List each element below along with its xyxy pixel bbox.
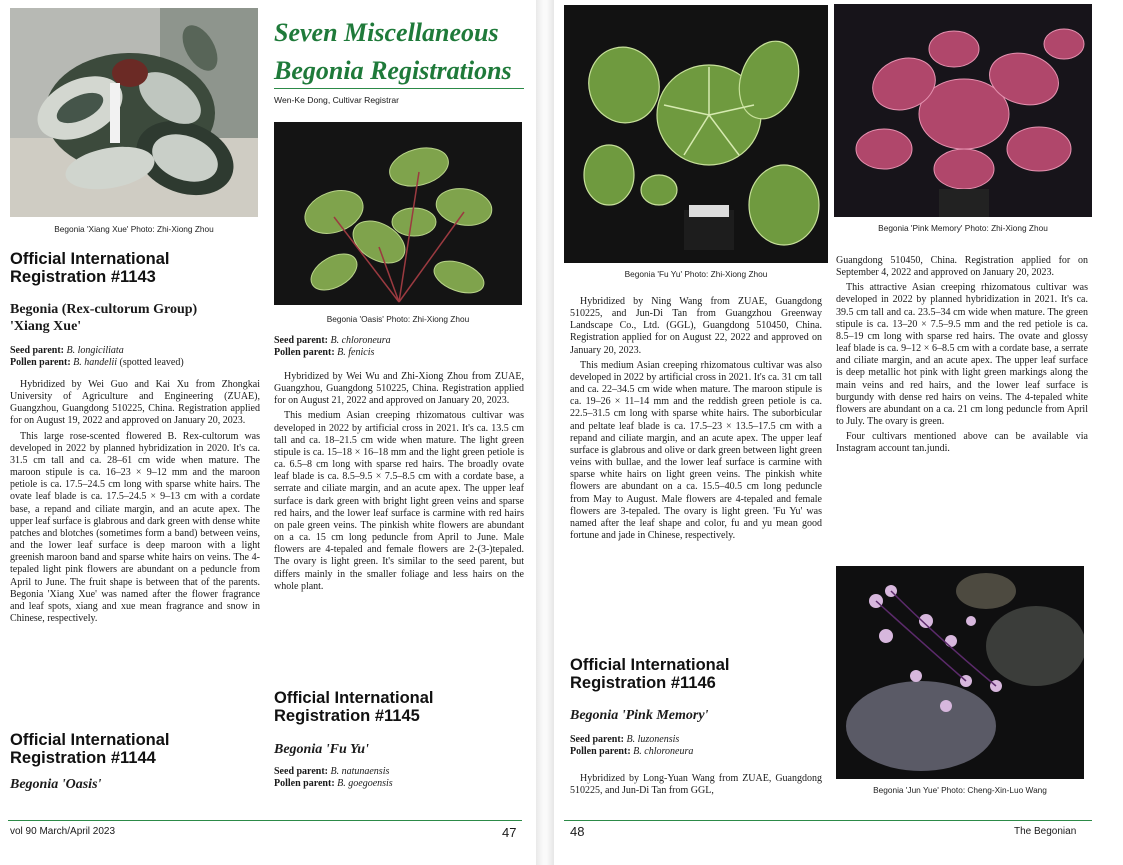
cultivar-line1: Begonia (Rex-cultorum Group) — [10, 302, 198, 317]
heading-line2: Registration #1146 — [570, 674, 716, 692]
pollen-label: Pollen parent: — [274, 347, 338, 358]
body-1146-cont — [836, 255, 1088, 459]
page-number: 48 — [570, 824, 585, 839]
footer-issue: vol 90 March/April 2023 — [10, 826, 116, 837]
parents-1146 — [570, 734, 822, 758]
paragraph: This large rose-scented flowered B. Rex-cultorum was developed in 2022 by planned hybridization in 2020. It's ca. 31.5 cm tall and ca. 28–61 cm wide when mature. The maroon stipule is ca. 16–23 × 9–12 mm and the maroon petiole is ca. 17.5–24.5 cm long with sparse white hairs. The ovate leaf blade is ca. 17.5–24.5 × 9–13 cm with a cordate base, a repand and ciliate margin, and an acute apex. The upper leaf surface is glabrous and dark green with dense white patches and blotches (sometimes form a band) between veins, and the lower leaf surface is deep maroon with a light greenish maroon band and sparse white hairs on veins. The 4-tepaled light pink flowers are abundant on a peduncle from April to June. The fruit shape is between that of the parents. Begonia 'Xiang Xue' was named after the flower fragrance and leaf spots, xiang and xue mean fragrance and snow in Chinese, respectively. — [10, 430, 260, 624]
caption-pink-memory: Begonia 'Pink Memory' Photo: Zhi-Xiong Zhou — [878, 223, 1048, 233]
parents-1145 — [274, 766, 524, 790]
cultivar-name-pink-memory: Begonia 'Pink Memory' — [570, 708, 709, 723]
byline: Wen-Ke Dong, Cultivar Registrar — [274, 95, 399, 105]
body-1144 — [274, 371, 524, 596]
caption-oasis: Begonia 'Oasis' Photo: Zhi-Xiong Zhou — [326, 314, 470, 324]
pollen-label: Pollen parent: — [570, 746, 634, 757]
paragraph: Hybridized by Wei Wu and Zhi-Xiong Zhou from ZUAE, Guangzhou, Guangdong 510225, China. Registration applied for on August 21, 2022 and approved on January 20, 2023. — [274, 371, 524, 407]
pollen-label: Pollen parent: — [274, 778, 338, 789]
cultivar-name-fu-yu: Begonia 'Fu Yu' — [274, 742, 369, 757]
caption-xiang-xue: Begonia 'Xiang Xue' Photo: Zhi-Xiong Zhou — [54, 224, 214, 234]
photo-xiang-xue — [10, 8, 258, 217]
heading-line1: Official International — [10, 731, 170, 749]
footer-rule — [564, 820, 1092, 821]
paragraph: Hybridized by Long-Yuan Wang from ZUAE, Guangdong 510225, and Jun-Di Tan from GGL, — [570, 773, 822, 797]
pollen-note: (spotted leaved) — [117, 357, 184, 368]
pollen-value: B. chloroneura — [633, 746, 694, 757]
page-number: 47 — [502, 825, 517, 840]
title-rule — [274, 88, 524, 89]
heading-line1: Official International — [10, 250, 170, 268]
seed-value: B. chloroneura — [330, 335, 391, 346]
heading-line1: Official International — [274, 689, 434, 707]
photo-fu-yu — [564, 5, 828, 263]
paragraph: This medium Asian creeping rhizomatous cultivar was developed in 2022 by artificial cross in 2021. It's ca. 13.5 cm tall and ca. 18–21.5 cm wide when mature. The light green stipule is ca. 15–18 × 16–18 mm and the light green petiole is ca. 6.5–8 cm long with sparse red hairs. The broadly ovate leaf blade is ca. 8.5–9.5 × 7.5–8.5 cm with a cordate base, a serrate and ciliate margin, and an acute apex. The upper leaf surface is dark green with bright light green veins and sparse red hairs, and the lower leaf surface is carmine with red hairs on pale green veins. The pinkish white flowers are abundant on a ca. 15 cm long peduncle from April to June. Male flowers are 4-tepaled and female flowers are 2-(3-)tepaled. The ovary is light green. It's similar to the seed parent, but differs mainly in the smaller foliage and less hairs on the whole plant. — [274, 410, 524, 592]
photo-oasis — [274, 122, 522, 305]
seed-value: B. luzonensis — [626, 734, 680, 745]
right-page — [554, 0, 1123, 865]
heading-registration-1145 — [274, 689, 434, 725]
heading-registration-1143 — [10, 250, 170, 286]
footer-magazine: The Begonian — [1014, 826, 1077, 837]
photo-pink-memory — [834, 4, 1092, 217]
pollen-value: B. handelii — [73, 357, 118, 368]
seed-value: B. longiciliata — [66, 345, 124, 356]
heading-line1: Official International — [570, 656, 730, 674]
paragraph: This attractive Asian creeping rhizomatous cultivar was developed in 2022 by planned hybridization in 2021. It's ca. 39.5 cm tall and ca. 23.5–34 cm wide when mature. The green stipule is ca. 13–20 × 7.5–9.5 mm and the red petiole is ca. 8.5–19 cm long with sparse red hairs. The ovate and glossy leaf blade is ca. 9–12 × 6–8.5 cm with a cordate base, a serrate and ciliate margin, and an acute apex. The upper leaf surface is deep metallic hot pink with light green markings along the main veins and red hairs, and the lower leaf surface is burgundy with dense red hairs on veins. The 4-tepaled white flowers are abundant on a ca. 21 cm long peduncle from April to July. The ovary is green. — [836, 282, 1088, 428]
heading-line2: Registration #1145 — [274, 707, 420, 725]
pollen-label: Pollen parent: — [10, 357, 74, 368]
body-1143 — [10, 379, 260, 628]
page-gutter — [536, 0, 554, 865]
seed-label: Seed parent: — [10, 345, 67, 356]
parents-1143 — [10, 345, 260, 369]
article-title — [274, 14, 512, 90]
cultivar-name-xiang-xue — [10, 301, 197, 335]
paragraph: Hybridized by Ning Wang from ZUAE, Guangdong 510225, and Jun-Di Tan from Guangzhou Greenway Landscape Co., Ltd. (GGL), Guangdong 510450, China. Registration applied for on August 22, 2022 and approved on January 20, 2023. — [570, 296, 822, 356]
body-1145 — [570, 296, 822, 545]
paragraph: Four cultivars mentioned above can be available via Instagram account tan.jundi. — [836, 431, 1088, 455]
body-1146-start — [570, 773, 822, 800]
caption-fu-yu: Begonia 'Fu Yu' Photo: Zhi-Xiong Zhou — [624, 269, 768, 279]
seed-value: B. natunaensis — [330, 766, 390, 777]
left-page — [0, 0, 536, 865]
seed-label: Seed parent: — [274, 766, 331, 777]
heading-registration-1146 — [570, 656, 730, 692]
photo-jun-yue — [836, 566, 1084, 779]
heading-line2: Registration #1143 — [10, 268, 156, 286]
pollen-value: B. fenicis — [337, 347, 375, 358]
paragraph: This medium Asian creeping rhizomatous cultivar was also developed in 2022 by artificial cross in 2021. It's ca. 31 cm tall and ca. 22–34.5 cm wide when mature. The maroon stipule is ca. 19–26 × 11–14 mm and the reddish green petiole is ca. 22.5–31.5 cm long with sparse white hairs. The suborbicular and peltate leaf blade is ca. 17.5–23 × 13.5–17.5 cm with a repand and ciliate margin, and an acute apex. The upper leaf surface is glabrous and olive or dark green between light green veins with bullae, and the lower leaf surface is carmine with sparse white hairs on light green veins. The pinkish white flowers are abundant on a ca. 15.5–40.5 cm long peduncle from May to August. Male flowers are 4-tepaled and female flowers are 3-tepaled. The ovary is light green. 'Fu Yu' was named after the leaf shape and color, fu and yu mean good fortune and jade in Chinese, respectively. — [570, 359, 822, 541]
caption-jun-yue: Begonia 'Jun Yue' Photo: Cheng-Xin-Luo Wang — [873, 785, 1047, 795]
heading-registration-1144 — [10, 731, 170, 767]
paragraph: Guangdong 510450, China. Registration applied for on September 4, 2022 and approved on January 20, 2023. — [836, 255, 1088, 279]
article-title-line1: Seven Miscellaneous — [274, 18, 499, 47]
parents-1144 — [274, 335, 524, 359]
cultivar-line2: 'Xiang Xue' — [10, 319, 82, 334]
heading-line2: Registration #1144 — [10, 749, 156, 767]
cultivar-name-oasis: Begonia 'Oasis' — [10, 777, 102, 792]
article-title-line2: Begonia Registrations — [274, 56, 512, 85]
paragraph: Hybridized by Wei Guo and Kai Xu from Zhongkai University of Agriculture and Engineering (ZUAE), Guangzhou, Guangdong 510225, China. Registration applied for on August 19, 2022 and approved on January 20, 2023. — [10, 379, 260, 427]
seed-label: Seed parent: — [570, 734, 627, 745]
pollen-value: B. goegoensis — [337, 778, 393, 789]
footer-rule — [8, 820, 522, 821]
seed-label: Seed parent: — [274, 335, 331, 346]
